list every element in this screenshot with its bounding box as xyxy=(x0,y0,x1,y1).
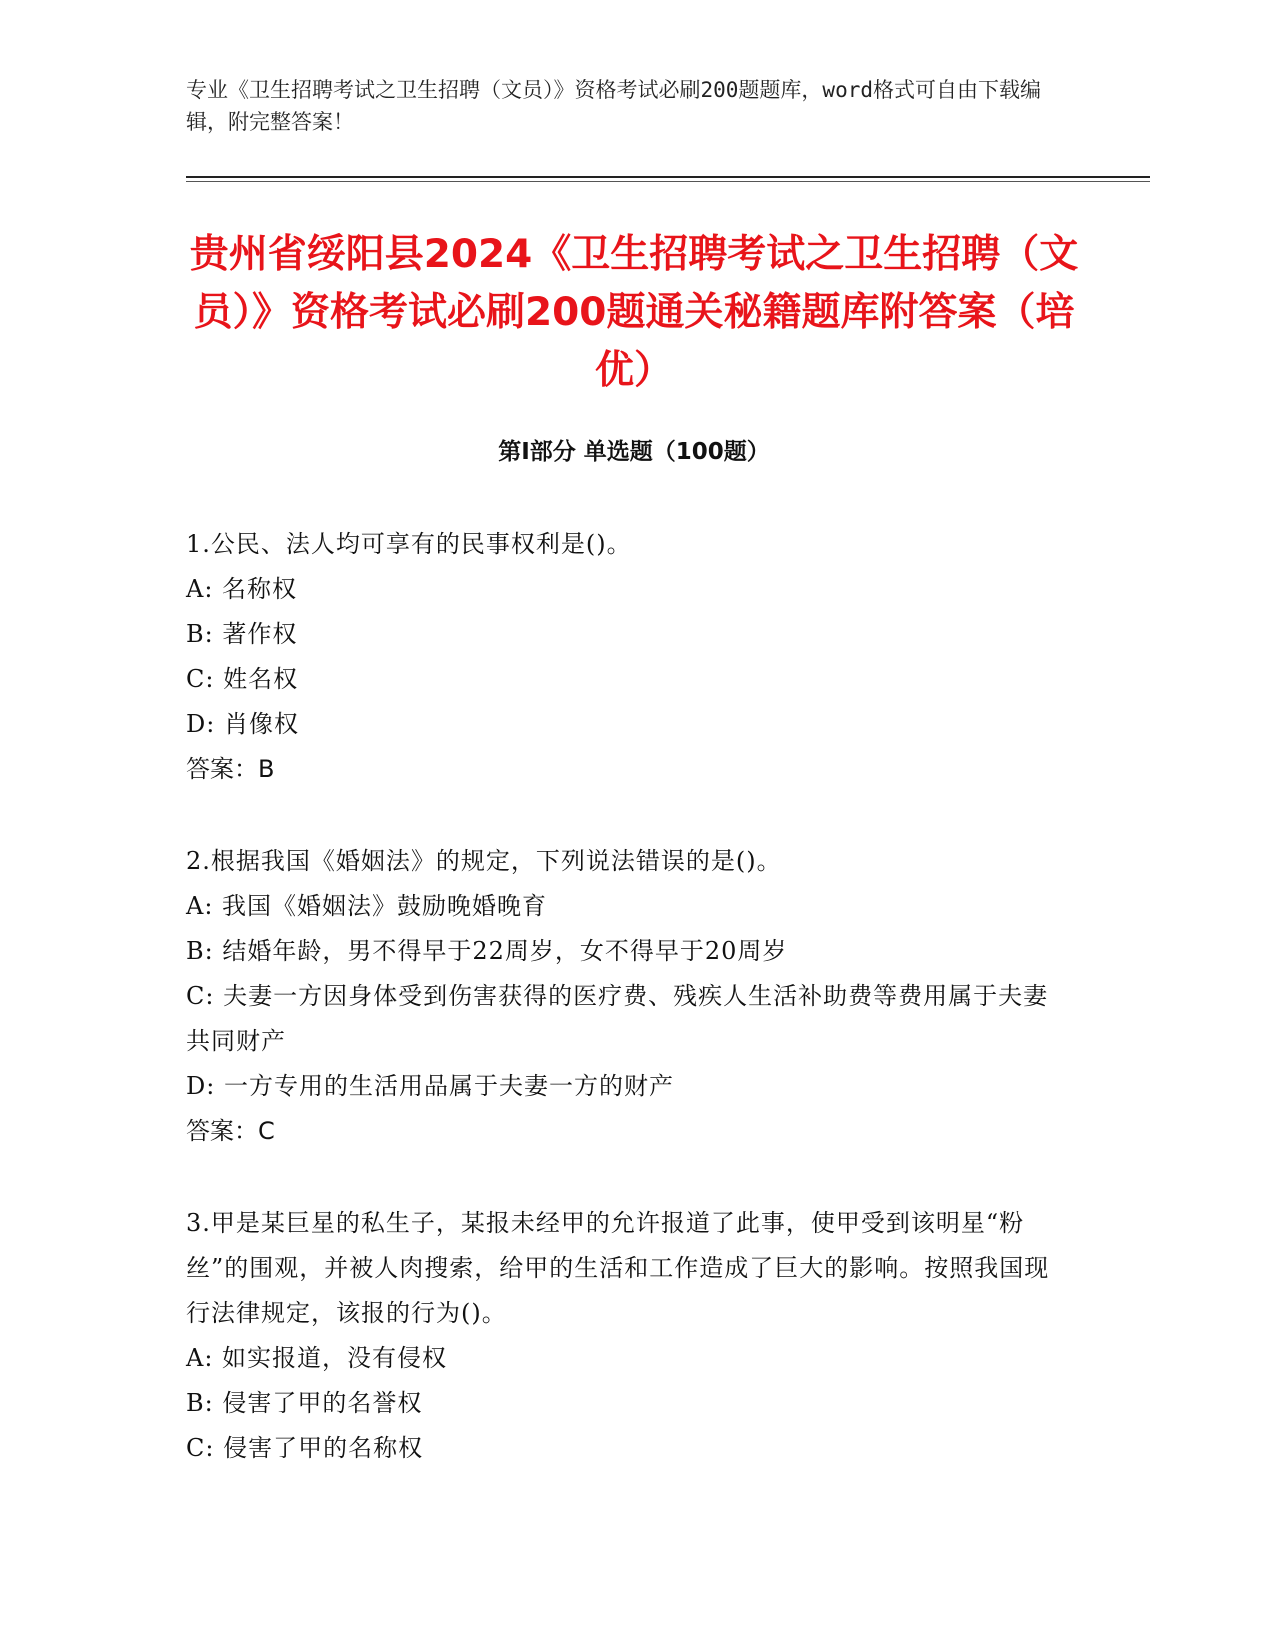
question-stem: 3.甲是某巨星的私生子，某报未经甲的允许报道了此事，使甲受到该明星“粉丝”的围观，并被人肉搜索，给甲的生活和工作造成了巨大的影响。按照我国现行法律规定，该报的行为()。 xyxy=(186,1209,1050,1327)
document-title: 贵州省绥阳县2024《卫生招聘考试之卫生招聘（文员）》资格考试必刷200题通关秘籍题库附答案（培优） xyxy=(189,232,1079,393)
option-b: B: 侵害了甲的名誉权 xyxy=(186,1389,423,1417)
answer-line: 答案：C xyxy=(186,1117,275,1145)
option-a: A: 名称权 xyxy=(186,575,298,603)
option-a: A: 我国《婚姻法》鼓励晚婚晚育 xyxy=(186,892,548,920)
question-3 xyxy=(186,1201,1066,1471)
option-a: A: 如实报道，没有侵权 xyxy=(186,1344,448,1372)
option-c: C: 侵害了甲的名称权 xyxy=(186,1434,424,1462)
question-stem: 2.根据我国《婚姻法》的规定，下列说法错误的是()。 xyxy=(186,847,782,875)
header-note: 专业《卫生招聘考试之卫生招聘（文员）》资格考试必刷200题题库，word格式可自由下载编辑，附完整答案！ xyxy=(186,78,1041,134)
section-title: 第Ⅰ部分 单选题（100题） xyxy=(498,439,770,465)
option-d: D: 一方专用的生活用品属于夫妻一方的财产 xyxy=(186,1072,674,1100)
question-1 xyxy=(186,522,1066,792)
option-d: D: 肖像权 xyxy=(186,710,299,738)
header-divider-thick xyxy=(186,176,1150,178)
question-2 xyxy=(186,839,1066,1154)
question-stem: 1.公民、法人均可享有的民事权利是()。 xyxy=(186,530,632,558)
answer-line: 答案：B xyxy=(186,755,275,783)
option-b: B: 结婚年龄，男不得早于22周岁，女不得早于20周岁 xyxy=(186,937,788,965)
header-divider-thin xyxy=(186,181,1150,182)
question-list xyxy=(186,522,1066,1518)
option-c: C: 姓名权 xyxy=(186,665,299,693)
option-b: B: 著作权 xyxy=(186,620,298,648)
option-c: C: 夫妻一方因身体受到伤害获得的医疗费、残疾人生活补助费等费用属于夫妻共同财产 xyxy=(186,982,1049,1055)
